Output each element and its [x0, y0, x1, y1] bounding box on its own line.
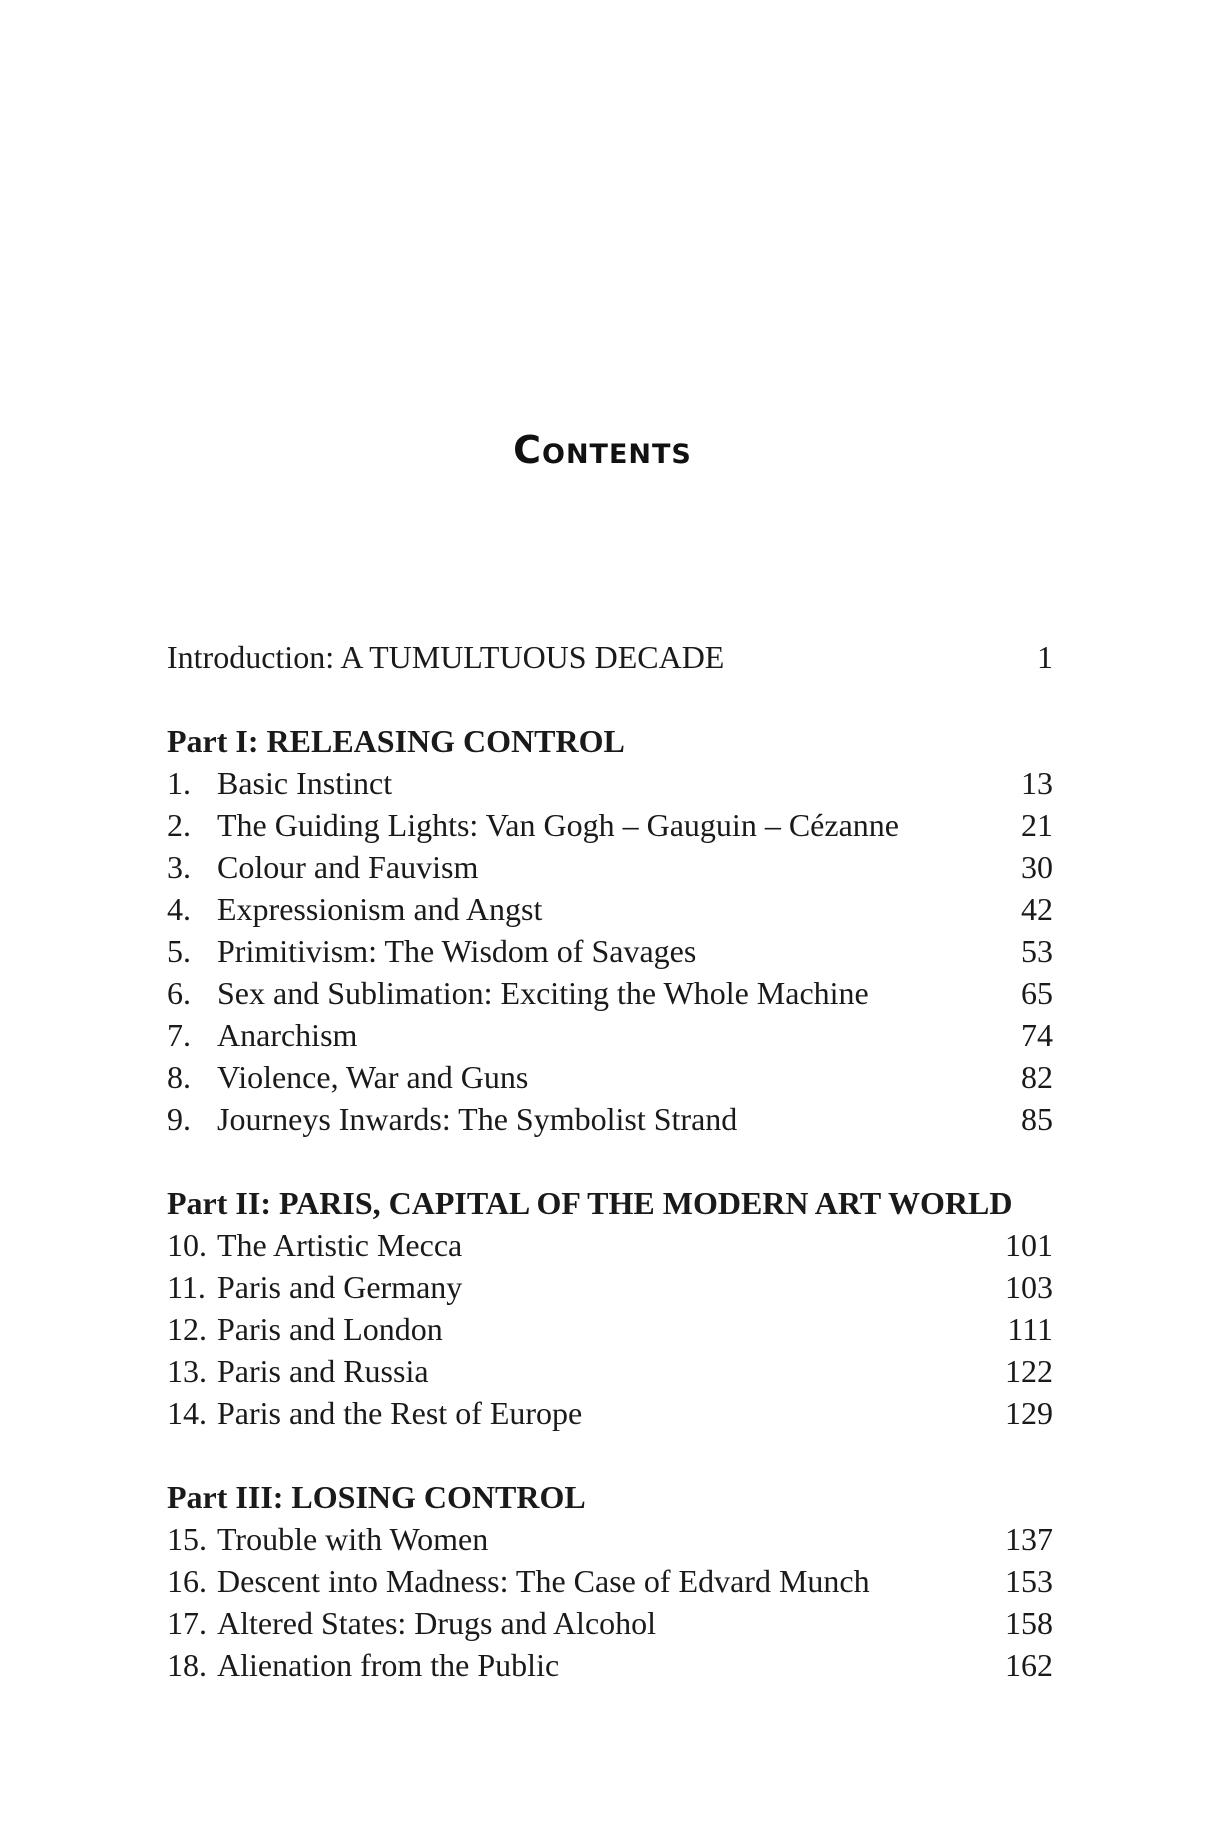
- chapter-number: 18.: [167, 1647, 207, 1683]
- chapter-page-number: 101: [1005, 1227, 1053, 1263]
- chapter-title: Journeys Inwards: The Symbolist Strand: [217, 1101, 738, 1137]
- chapter-page-number: 82: [1021, 1059, 1053, 1095]
- chapter-title: Alienation from the Public: [217, 1647, 560, 1683]
- part-heading: Part I: RELEASING CONTROL: [167, 723, 625, 759]
- toc-entry[interactable]: [167, 846, 1053, 888]
- chapter-page-number: 129: [1005, 1395, 1053, 1431]
- chapter-title: Colour and Fauvism: [217, 849, 479, 885]
- chapter-page-number: 103: [1005, 1269, 1053, 1305]
- chapter-page-number: 42: [1021, 891, 1053, 927]
- toc-entry[interactable]: [167, 1644, 1053, 1686]
- toc-part-2: [167, 1182, 1053, 1434]
- chapter-number: 14.: [167, 1395, 207, 1431]
- chapter-number: 1.: [167, 765, 191, 801]
- chapter-number: 15.: [167, 1521, 207, 1557]
- toc-entry[interactable]: [167, 1308, 1053, 1350]
- toc-entry[interactable]: [167, 1056, 1053, 1098]
- toc-entry[interactable]: [167, 1560, 1053, 1602]
- chapter-title: Altered States: Drugs and Alcohol: [217, 1605, 657, 1641]
- chapter-page-number: 74: [1021, 1017, 1053, 1053]
- chapter-number: 17.: [167, 1605, 207, 1641]
- chapter-number: 16.: [167, 1563, 207, 1599]
- chapter-page-number: 122: [1005, 1353, 1053, 1389]
- chapter-title: Primitivism: The Wisdom of Savages: [217, 933, 697, 969]
- toc-entry[interactable]: [167, 1602, 1053, 1644]
- chapter-title: Paris and London: [217, 1311, 443, 1347]
- chapter-title: Violence, War and Guns: [217, 1059, 529, 1095]
- chapter-title: Trouble with Women: [217, 1521, 489, 1557]
- chapter-page-number: 53: [1021, 933, 1053, 969]
- page-title: Contents: [513, 428, 692, 472]
- chapter-number: 13.: [167, 1353, 207, 1389]
- chapter-page-number: 21: [1021, 807, 1053, 843]
- table-of-contents: [167, 636, 1053, 1728]
- chapter-title: Anarchism: [217, 1017, 358, 1053]
- part-heading: Part III: LOSING CONTROL: [167, 1479, 586, 1515]
- chapter-title: Basic Instinct: [217, 765, 393, 801]
- chapter-number: 11.: [167, 1269, 206, 1305]
- chapter-number: 2.: [167, 807, 191, 843]
- chapter-page-number: 13: [1021, 765, 1053, 801]
- toc-entry[interactable]: [167, 1224, 1053, 1266]
- toc-entry[interactable]: [167, 1392, 1053, 1434]
- part-heading: Part II: PARIS, CAPITAL OF THE MODERN ART WORLD: [167, 1185, 1013, 1221]
- chapter-title: Paris and Russia: [217, 1353, 429, 1389]
- chapter-number: 3.: [167, 849, 191, 885]
- chapter-title: Descent into Madness: The Case of Edvard Munch: [217, 1563, 870, 1599]
- toc-entry[interactable]: [167, 972, 1053, 1014]
- chapter-number: 7.: [167, 1017, 191, 1053]
- chapter-number: 9.: [167, 1101, 191, 1137]
- chapter-page-number: 137: [1005, 1521, 1053, 1557]
- chapter-number: 6.: [167, 975, 191, 1011]
- toc-entry[interactable]: [167, 930, 1053, 972]
- chapter-number: 10.: [167, 1227, 207, 1263]
- toc-entry[interactable]: [167, 1350, 1053, 1392]
- toc-part-1: [167, 720, 1053, 1140]
- chapter-page-number: 158: [1005, 1605, 1053, 1641]
- chapter-number: 8.: [167, 1059, 191, 1095]
- chapter-number: 5.: [167, 933, 191, 969]
- chapter-title: The Guiding Lights: Van Gogh – Gauguin – Cézanne: [217, 807, 899, 843]
- chapter-number: 4.: [167, 891, 191, 927]
- toc-entry[interactable]: [167, 1098, 1053, 1140]
- chapter-page-number: 65: [1021, 975, 1053, 1011]
- chapter-page-number: 162: [1005, 1647, 1053, 1683]
- chapter-page-number: 30: [1021, 849, 1053, 885]
- chapter-page-number: 153: [1005, 1563, 1053, 1599]
- toc-entry[interactable]: [167, 1014, 1053, 1056]
- toc-entry-page-number: 1: [1037, 639, 1053, 675]
- toc-entry[interactable]: [167, 804, 1053, 846]
- chapter-page-number: 111: [1007, 1311, 1053, 1347]
- toc-entry[interactable]: [167, 888, 1053, 930]
- chapter-title: Sex and Sublimation: Exciting the Whole Machine: [217, 975, 869, 1011]
- chapter-title: The Artistic Mecca: [217, 1227, 463, 1263]
- toc-entry[interactable]: [167, 762, 1053, 804]
- chapter-number: 12.: [167, 1311, 207, 1347]
- toc-entry[interactable]: [167, 1518, 1053, 1560]
- chapter-page-number: 85: [1021, 1101, 1053, 1137]
- chapter-title: Expressionism and Angst: [217, 891, 543, 927]
- toc-part-3: [167, 1476, 1053, 1686]
- toc-entry-introduction[interactable]: [167, 636, 1053, 678]
- toc-entry[interactable]: [167, 1266, 1053, 1308]
- chapter-title: Paris and the Rest of Europe: [217, 1395, 583, 1431]
- chapter-title: Paris and Germany: [217, 1269, 463, 1305]
- toc-entry-label: Introduction: A TUMULTUOUS DECADE: [167, 639, 725, 675]
